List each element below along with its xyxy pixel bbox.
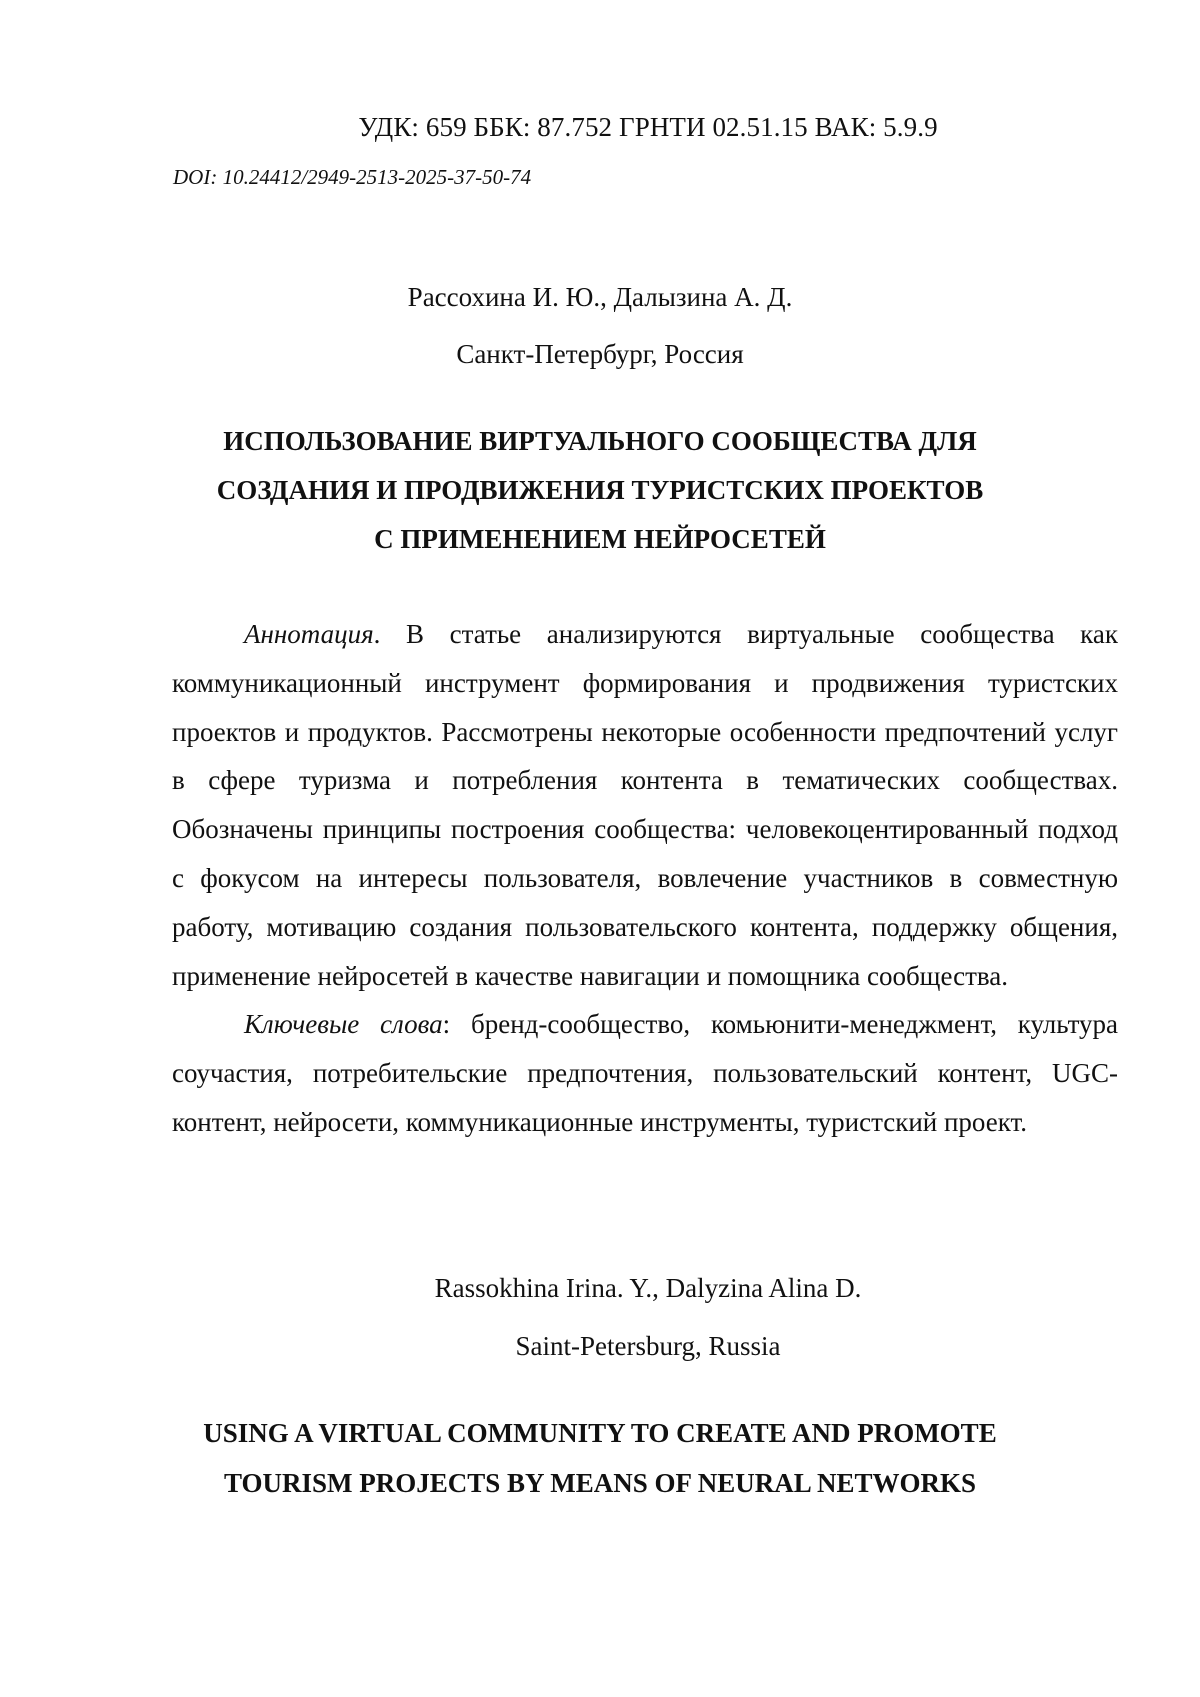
title-ru-line: ИСПОЛЬЗОВАНИЕ ВИРТУАЛЬНОГО СООБЩЕСТВА ДЛЯ [0, 417, 1200, 466]
title-en-line: USING A VIRTUAL COMMUNITY TO CREATE AND PROMOTE [0, 1408, 1200, 1458]
abstract-label: Аннотация [244, 619, 374, 649]
abstract-paragraph [172, 610, 1118, 1000]
keywords-text: : бренд-сообщество, комьюнити-менеджмент, культура соучастия, потребительские предпочтения, пользовательский контент, UGC-контент, нейросети, коммуникационные инструменты, туристский проект. [172, 1009, 1118, 1137]
title-ru-line: С ПРИМЕНЕНИЕМ НЕЙРОСЕТЕЙ [0, 515, 1200, 564]
authors-ru: Рассохина И. Ю., Далызина А. Д. [0, 282, 1200, 313]
title-ru [0, 417, 1200, 564]
article-page [0, 0, 1200, 1697]
city-ru: Санкт-Петербург, Россия [0, 339, 1200, 370]
doi: DOI: 10.24412/2949-2513-2025-37-50-74 [173, 165, 531, 190]
title-en [0, 1408, 1200, 1508]
title-ru-line: СОЗДАНИЯ И ПРОДВИЖЕНИЯ ТУРИСТСКИХ ПРОЕКТОВ [0, 466, 1200, 515]
abstract-text: . В статье анализируются виртуальные сообщества как коммуникационный инструмент формирования и продвижения туристских проектов и продуктов. Рассмотрены некоторые особенности предпочтений услуг в сфере туризма и потребления контента в тематических сообществах. Обозначены принципы построения сообщества: человекоцентированный подход с фокусом на интересы пользователя, вовлечение участников в совместную работу, мотивацию создания пользовательского контента, поддержку общения, применение нейросетей в качестве навигации и помощника сообщества. [172, 619, 1118, 991]
classification-codes: УДК: 659 ББК: 87.752 ГРНТИ 02.51.15 ВАК: 5.9.9 [0, 112, 1200, 143]
keywords-label: Ключевые слова [244, 1009, 443, 1039]
keywords-paragraph [172, 1000, 1118, 1146]
title-en-line: TOURISM PROJECTS BY MEANS OF NEURAL NETWORKS [0, 1458, 1200, 1508]
city-en: Saint-Petersburg, Russia [0, 1331, 1200, 1362]
abstract-block [172, 610, 1118, 1147]
authors-en: Rassokhina Irina. Y., Dalyzina Alina D. [0, 1273, 1200, 1304]
